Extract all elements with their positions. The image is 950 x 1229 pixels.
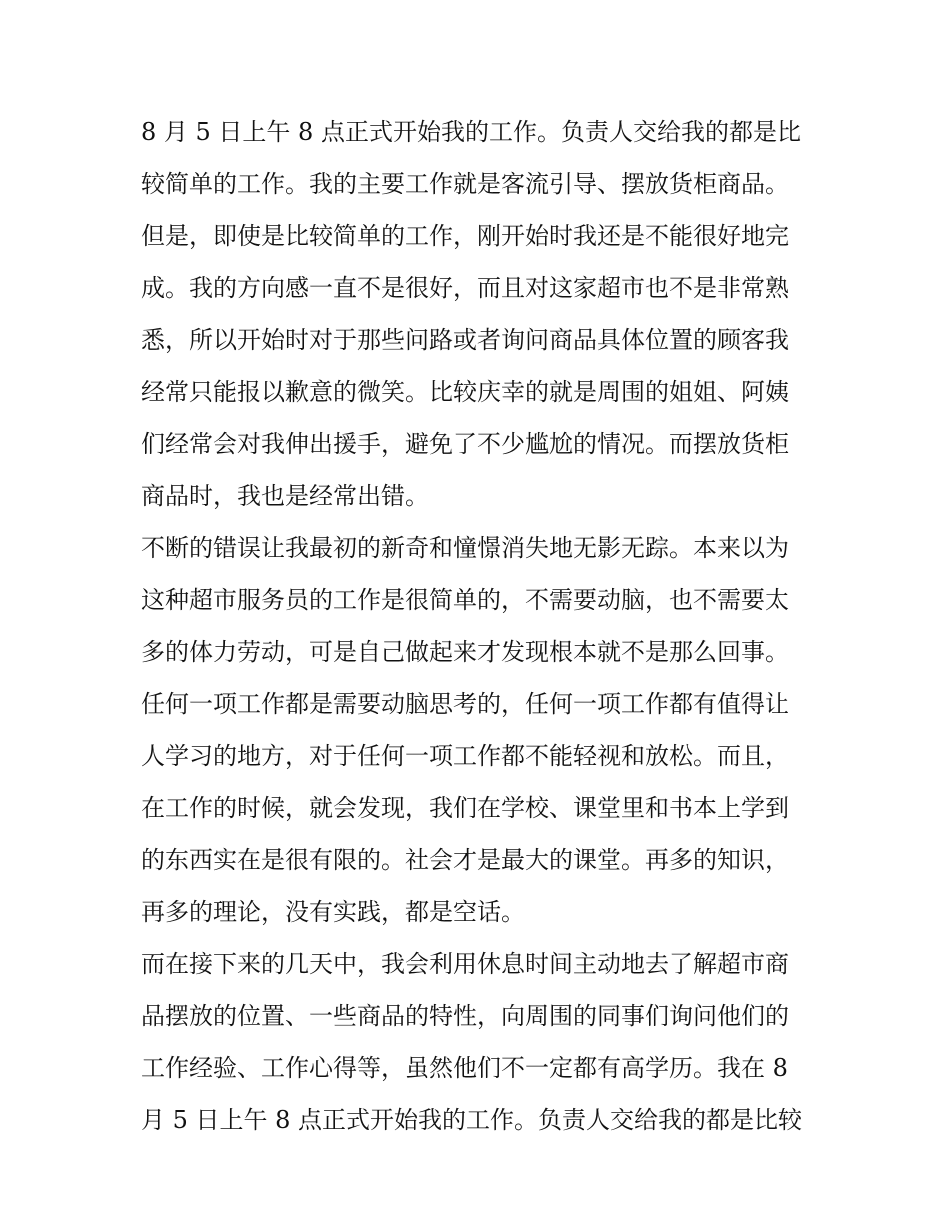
text-line: 再多的理论，没有实践，都是空话。 [141,898,525,926]
text-line: 悉，所以开始时对于那些问路或者询问商品具体位置的顾客我 [141,326,789,354]
text-line: 成。我的方向感一直不是很好，而且对这家超市也不是非常熟 [141,274,789,302]
text-line: 8 月 5 日上午 8 点正式开始我的工作。负责人交给我的都是比 [141,118,801,146]
text-line: 而在接下来的几天中，我会利用休息时间主动地去了解超市商 [141,950,789,978]
text-line: 工作经验、工作心得等，虽然他们不一定都有高学历。我在 8 [141,1054,788,1082]
text-line: 们经常会对我伸出援手，避免了不少尴尬的情况。而摆放货柜 [141,430,789,458]
text-line: 但是，即使是比较简单的工作，刚开始时我还是不能很好地完 [141,222,789,250]
text-line: 多的体力劳动，可是自己做起来才发现根本就不是那么回事。 [141,638,789,666]
document-body [141,106,821,1146]
text-line: 月 5 日上午 8 点正式开始我的工作。负责人交给我的都是比较 [141,1106,803,1134]
text-line: 这种超市服务员的工作是很简单的，不需要动脑，也不需要太 [141,586,789,614]
text-line: 较简单的工作。我的主要工作就是客流引导、摆放货柜商品。 [141,170,789,198]
text-line: 商品时，我也是经常出错。 [141,482,429,510]
text-line: 不断的错误让我最初的新奇和憧憬消失地无影无踪。本来以为 [141,534,789,562]
text-line: 的东西实在是很有限的。社会才是最大的课堂。再多的知识， [141,846,789,874]
text-line: 经常只能报以歉意的微笑。比较庆幸的就是周围的姐姐、阿姨 [141,378,789,406]
text-line: 在工作的时候，就会发现，我们在学校、课堂里和书本上学到 [141,794,789,822]
text-line: 任何一项工作都是需要动脑思考的，任何一项工作都有值得让 [141,690,789,718]
text-line: 品摆放的位置、一些商品的特性，向周围的同事们询问他们的 [141,1002,789,1030]
text-line: 人学习的地方，对于任何一项工作都不能轻视和放松。而且， [141,742,789,770]
